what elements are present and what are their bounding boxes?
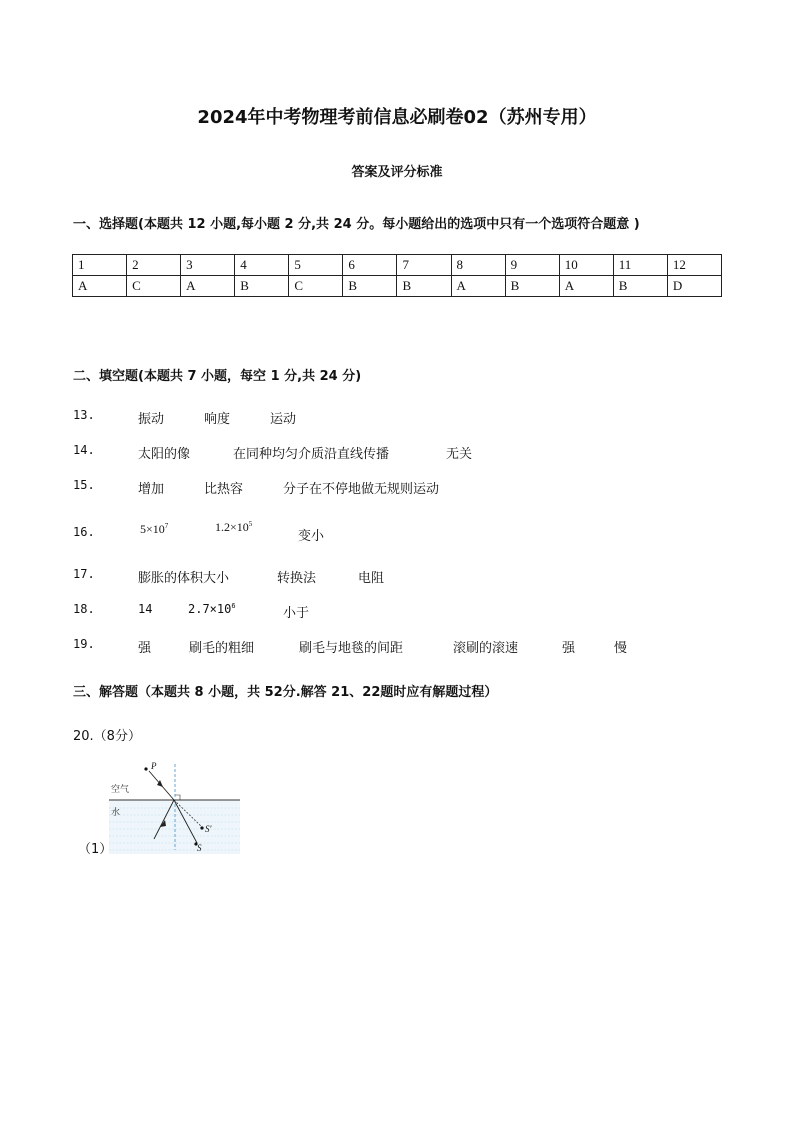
answer-table-answer-row <box>73 276 722 297</box>
answer-cell: B <box>397 276 451 297</box>
answer-table <box>72 254 722 297</box>
answer-blank: 转换法 <box>277 571 317 586</box>
question-number: 17. <box>73 567 95 581</box>
answer-cell: A <box>451 276 505 297</box>
point-s-prime <box>200 826 203 829</box>
answer-blank: 无关 <box>446 447 473 462</box>
answer-cell: A <box>559 276 613 297</box>
answer-blank: 14 <box>138 602 153 616</box>
answer-blank <box>215 520 252 535</box>
answer-cell: B <box>613 276 667 297</box>
answer-cell: D <box>667 276 721 297</box>
answer-cell: C <box>127 276 181 297</box>
answer-cell: B <box>235 276 289 297</box>
section1-heading: 一、选择题(本题共 12 小题,每小题 2 分,共 24 分。每小题给出的选项中只有一个选项符合题意 ) <box>73 217 640 232</box>
answer-blank: 分子在不停地做无规则运动 <box>283 482 440 497</box>
question-number-cell: 11 <box>613 255 667 276</box>
label-air: 空气 <box>111 785 130 795</box>
answer-blank: 振动 <box>138 412 165 427</box>
label-s: S <box>197 843 202 853</box>
answer-cell: A <box>181 276 235 297</box>
answer-base: 1.2×10 <box>215 520 249 534</box>
right-angle-marker <box>175 795 180 800</box>
answer-table-number-row <box>73 255 722 276</box>
answer-blank: 电阻 <box>358 571 385 586</box>
question-number: 15. <box>73 478 95 492</box>
question-number: 18. <box>73 602 95 616</box>
answer-blank: 强 <box>562 641 576 656</box>
label-p: P <box>151 761 157 771</box>
question-number: 13. <box>73 408 95 422</box>
question-number-cell: 9 <box>505 255 559 276</box>
answer-blank: 在同种均匀介质沿直线传播 <box>233 447 390 462</box>
answer-exponent: 7 <box>164 522 169 530</box>
question-number: 14. <box>73 443 95 457</box>
label-water: 水 <box>111 808 121 818</box>
answer-blank: 太阳的像 <box>138 447 191 462</box>
answer-cell: A <box>73 276 127 297</box>
question-number-cell: 12 <box>667 255 721 276</box>
answer-blank: 响度 <box>204 412 231 427</box>
answer-blank: 小于 <box>283 606 310 621</box>
question-number-cell: 10 <box>559 255 613 276</box>
answer-blank: 增加 <box>138 482 165 497</box>
answer-blank: 强 <box>138 641 152 656</box>
part-1-label: （1） <box>78 842 113 857</box>
water-region <box>109 800 240 854</box>
question-number-cell: 1 <box>73 255 127 276</box>
question-number-cell: 3 <box>181 255 235 276</box>
label-s-prime: S′ <box>205 824 212 834</box>
question-number-cell: 4 <box>235 255 289 276</box>
answer-exponent: 6 <box>231 602 236 610</box>
answer-blank: 刷毛与地毯的间距 <box>299 641 404 656</box>
section3-heading: 三、解答题（本题共 8 小题，共 52分.解答 21、22题时应有解题过程） <box>73 685 498 700</box>
question-number-cell: 5 <box>289 255 343 276</box>
answer-cell: B <box>505 276 559 297</box>
question-20-label: 20.（8分） <box>73 729 141 744</box>
answer-blank: 膨胀的体积大小 <box>138 571 230 586</box>
question-number-cell: 7 <box>397 255 451 276</box>
point-p <box>144 767 147 770</box>
answer-blank <box>188 602 236 616</box>
answer-blank: 滚刷的滚速 <box>453 641 519 656</box>
refraction-diagram <box>105 758 245 858</box>
answer-base: 5×10 <box>140 522 165 536</box>
question-number: 16. <box>73 525 95 539</box>
section2-heading: 二、填空题(本题共 7 小题，每空 1 分,共 24 分) <box>73 369 362 384</box>
answer-exponent: 5 <box>248 520 253 528</box>
page-subtitle: 答案及评分标准 <box>351 165 443 180</box>
answer-blank: 慢 <box>614 641 628 656</box>
answer-blank: 变小 <box>298 529 325 544</box>
answer-cell: B <box>343 276 397 297</box>
question-number-cell: 6 <box>343 255 397 276</box>
answer-blank: 运动 <box>270 412 297 427</box>
question-number-cell: 8 <box>451 255 505 276</box>
answer-blank: 刷毛的粗细 <box>189 641 255 656</box>
question-number-cell: 2 <box>127 255 181 276</box>
answer-blank: 比热容 <box>204 482 244 497</box>
answer-blank <box>140 522 168 537</box>
page-title: 2024年中考物理考前信息必刷卷02（苏州专用） <box>197 107 597 128</box>
answer-cell: C <box>289 276 343 297</box>
question-number: 19. <box>73 637 95 651</box>
answer-base: 2.7×10 <box>188 602 232 616</box>
